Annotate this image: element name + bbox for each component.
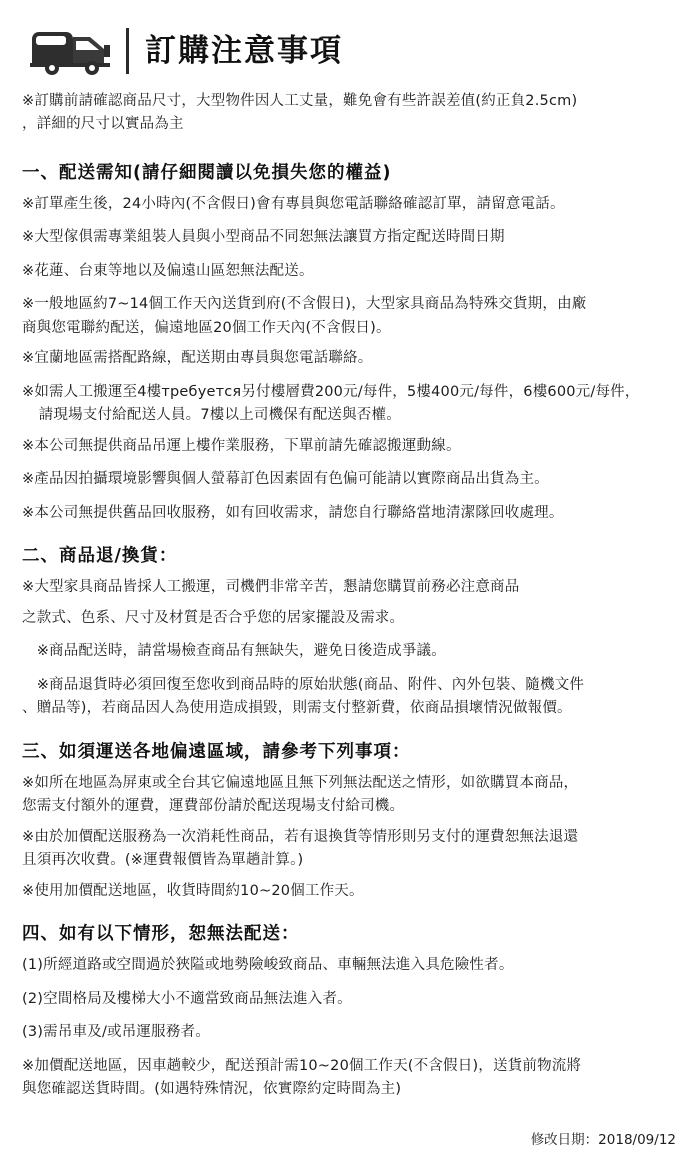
intro-line-1: ※訂購前請確認商品尺寸，大型物件因人工丈量，難免會有些許誤差值(約正負2.5cm) xyxy=(22,93,578,109)
delivery-truck-icon xyxy=(30,25,118,77)
section-3-item-2 xyxy=(22,826,686,873)
section-title-3: 三、如須運送各地偏遠區域，請參考下列事項： xyxy=(22,741,411,762)
section-1-item-7: ※本公司無提供商品吊運上樓作業服務，下單前請先確認搬運動線。 xyxy=(22,437,461,454)
section-1-item-6 xyxy=(22,381,686,428)
section-4-item-4-line-1: ※加價配送地區，因車趟較少，配送預計需10~20個工作天(不含假日)，送貨前物流將 xyxy=(22,1057,582,1074)
section-1-item-4-line-2: 商與您電聯約配送，偏遠地區20個工作天內(不含假日)。 xyxy=(22,319,391,336)
section-1-item-6-line-1: ※如需人工搬運至4樓требуется另付樓層費200元/每件，5樓400元/每件，6樓600元/每件， xyxy=(22,383,640,400)
section-title-2: 二、商品退/換貨： xyxy=(22,546,178,567)
revision-date: 修改日期：2018/09/12 xyxy=(530,1131,676,1148)
section-2-item-3: ※商品配送時，請當場檢查商品有無缺失，避免日後造成爭議。 xyxy=(22,643,446,660)
section-2-item-4 xyxy=(22,674,686,721)
section-3-item-1 xyxy=(22,772,686,819)
section-1-item-4-line-1: ※一般地區約7~14個工作天內送貨到府(不含假日)，大型家具商品為特殊交貨期，由廠 xyxy=(22,296,587,313)
section-3-item-1-line-2: 您需支付額外的運費，運費部份請於配送現場支付給司機。 xyxy=(22,798,405,815)
section-1-item-4 xyxy=(22,293,686,340)
page-header xyxy=(30,22,686,80)
section-2-item-4-line-1: ※商品退貨時必須回復至您收到商品時的原始狀態(商品、附件、內外包裝、隨機文件 xyxy=(22,676,585,693)
section-2-item-2: 之款式、色系、尺寸及材質是否合乎您的居家擺設及需求。 xyxy=(22,609,405,626)
section-3-item-1-line-1: ※如所在地區為屏東或全台其它偏遠地區且無下列無法配送之情形，如欲購買本商品， xyxy=(22,774,579,791)
section-title-4: 四、如有以下情形，恕無法配送： xyxy=(22,924,300,945)
section-4-item-1: (1)所經道路或空間過於狹隘或地勢險峻致商品、車輛無法進入具危險性者。 xyxy=(22,957,514,974)
intro-line-2: ，詳細的尺寸以實品為主 xyxy=(22,116,184,133)
header-divider xyxy=(126,28,129,74)
section-3-item-2-line-2: 且須再次收費。(※運費報價皆為單趟計算。) xyxy=(22,852,304,869)
section-1-item-9: ※本公司無提供舊品回收服務，如有回收需求，請您自行聯絡當地清潔隊回收處理。 xyxy=(22,504,564,521)
section-1-item-8: ※產品因拍攝環境影響與個人螢幕訂色因素固有色偏可能請以實際商品出貨為主。 xyxy=(22,471,549,488)
section-4-item-2: (2)空間格局及樓梯大小不適當致商品無法進入者。 xyxy=(22,990,352,1007)
section-3-item-2-line-1: ※由於加價配送服務為一次消耗性商品，若有退換貨等情形則另支付的運費恕無法退還 xyxy=(22,828,579,845)
section-2-item-1: ※大型家具商品皆採人工搬運，司機們非常辛苦，懇請您購買前務必注意商品 xyxy=(22,579,520,596)
section-2-item-4-line-2: 、贈品等)，若商品因人為使用造成損毀，則需支付整新費，依商品損壞情況做報價。 xyxy=(22,700,572,717)
section-4-item-4 xyxy=(22,1055,686,1102)
section-4-item-4-line-2: 與您確認送貨時間。(如遇特殊情況，依實際約定時間為主) xyxy=(22,1081,402,1098)
section-title-1: 一、配送需知(請仔細閱讀以免損失您的權益) xyxy=(22,162,392,183)
intro-paragraph xyxy=(22,90,686,137)
section-3-item-3: ※使用加價配送地區，收貨時間約10~20個工作天。 xyxy=(22,882,364,899)
section-1-item-2: ※大型傢俱需專業組裝人員與小型商品不同恕無法讓買方指定配送時間日期 xyxy=(22,229,505,246)
section-1-item-3: ※花蓮、台東等地以及偏遠山區恕無法配送。 xyxy=(22,262,314,279)
section-4-item-3: (3)需吊車及/或吊運服務者。 xyxy=(22,1024,210,1041)
section-1-item-5: ※宜蘭地區需搭配路線，配送期由專員與您電話聯絡。 xyxy=(22,350,373,367)
section-1-item-6-line-2: 請現場支付給配送人員。7樓以上司機保有配送與否權。 xyxy=(38,407,401,424)
page-title: 訂購注意事項 xyxy=(145,32,343,69)
section-1-item-1: ※訂單產生後，24小時內(不含假日)會有專員與您電話聯絡確認訂單，請留意電話。 xyxy=(22,195,565,212)
